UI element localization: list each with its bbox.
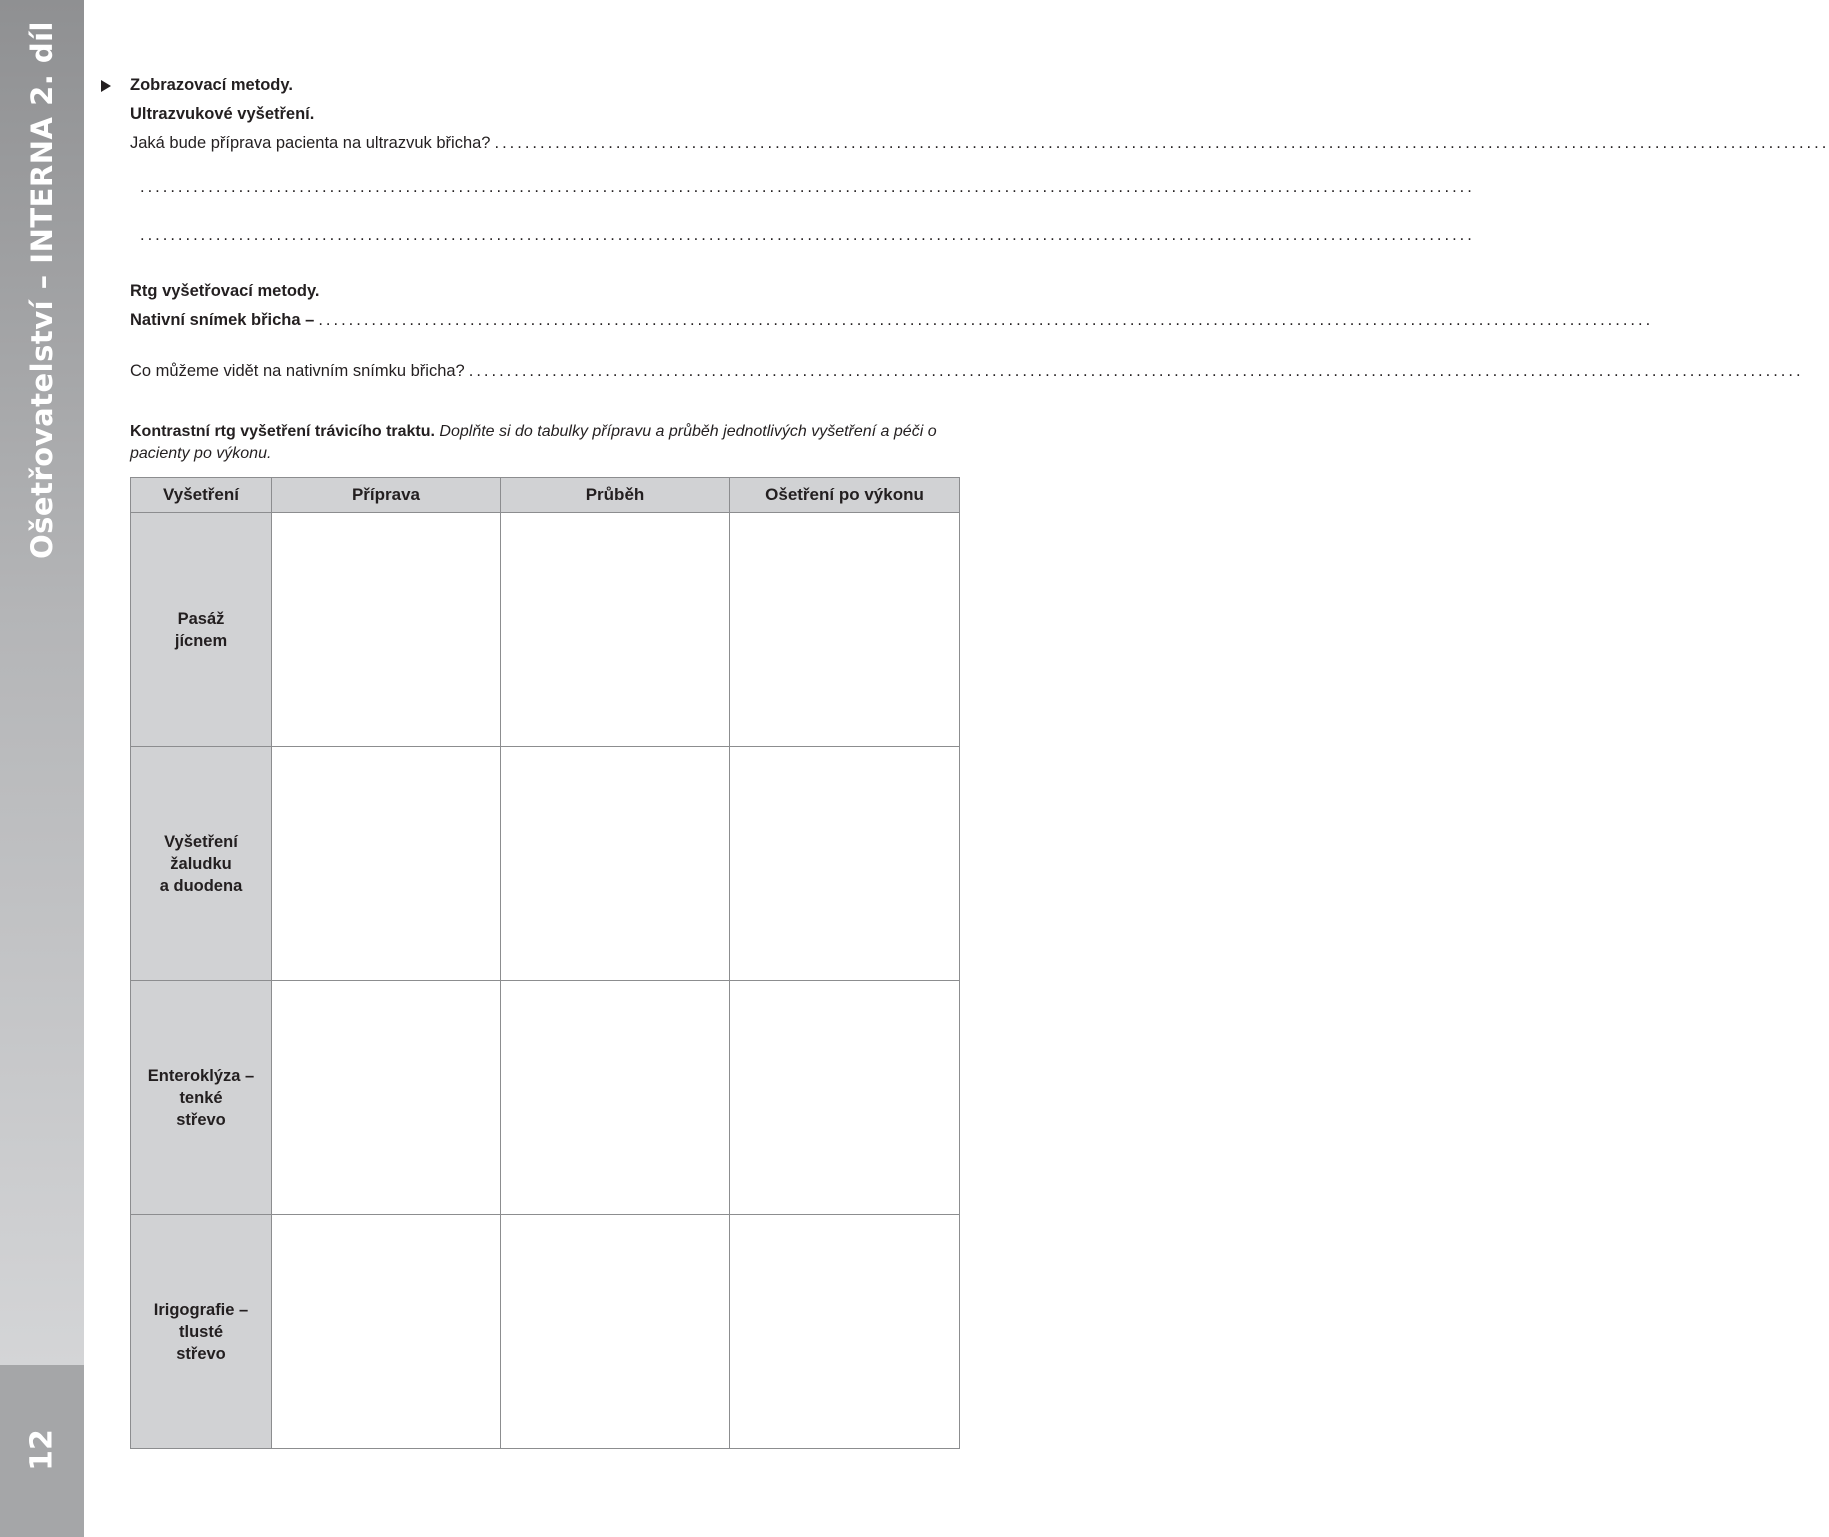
section-heading-imaging: Zobrazovací metody. [130, 76, 293, 94]
section-heading-xray: Rtg vyšetřovací metody. [130, 282, 320, 300]
question-ultrasound-prep: Jaká bude příprava pacienta na ultrazvuk břicha? ................................................................................................................................................................................ [130, 134, 1829, 152]
table-row [131, 1215, 960, 1449]
header-course: Průběh [501, 478, 730, 513]
exam-cell-enteroclysis: Enteroklýza – tenké střevo [131, 981, 272, 1215]
exam-cell-esophagus: Pasáž jícnem [131, 513, 272, 747]
sidebar-strip [0, 0, 84, 1365]
preparation-cell[interactable] [272, 513, 501, 747]
contrast-heading: Kontrastní rtg vyšetření trávicího traktu. [130, 423, 435, 440]
answer-line-3 [140, 226, 1475, 245]
native-xray-line: Nativní snímek břicha – ................................................................................................................................................................................ [130, 311, 1654, 329]
table-row [131, 513, 960, 747]
answer-dotted-line[interactable]: ................................................................................................................................................................................ [468, 362, 1804, 380]
preparation-cell[interactable] [272, 981, 501, 1215]
course-cell[interactable] [501, 747, 730, 981]
answer-dotted-line[interactable]: ................................................................................................................................................................................ [140, 226, 1475, 244]
contrast-xray-paragraph [130, 421, 962, 465]
aftercare-cell[interactable] [730, 1215, 960, 1449]
exam-cell-stomach: Vyšetření žaludku a duodena [131, 747, 272, 981]
bullet-arrow-icon [101, 80, 111, 92]
section-subheading-ultrasound: Ultrazvukové vyšetření. [130, 105, 315, 123]
course-cell[interactable] [501, 1215, 730, 1449]
examination-table [130, 477, 960, 1449]
question-native-xray: Co můžeme vidět na nativním snímku břicha? ................................................................................................................................................................................ [130, 362, 1804, 380]
header-preparation: Příprava [272, 478, 501, 513]
header-aftercare: Ošetření po výkonu [730, 478, 960, 513]
preparation-cell[interactable] [272, 1215, 501, 1449]
course-cell[interactable] [501, 513, 730, 747]
table-instruction: Doplňte si do tabulky přípravu a průběh jednotlivých vyšetření a péči o pacienty po výkonu. [130, 423, 937, 462]
preparation-cell[interactable] [272, 747, 501, 981]
table-row [131, 981, 960, 1215]
header-examination: Vyšetření [131, 478, 272, 513]
answer-dotted-line[interactable]: ................................................................................................................................................................................ [140, 178, 1475, 196]
answer-dotted-line[interactable]: ................................................................................................................................................................................ [318, 311, 1654, 329]
page-number: 12 [24, 1429, 60, 1471]
exam-cell-irrigography: Irigografie – tlusté střevo [131, 1215, 272, 1449]
aftercare-cell[interactable] [730, 981, 960, 1215]
table-header-row [131, 478, 960, 513]
table-row [131, 747, 960, 981]
answer-line-2 [140, 178, 1475, 197]
answer-dotted-line[interactable]: ................................................................................................................................................................................ [494, 134, 1829, 152]
aftercare-cell[interactable] [730, 747, 960, 981]
course-cell[interactable] [501, 981, 730, 1215]
sidebar-title: Ošetřovatelství – INTERNA 2. díl [25, 21, 59, 559]
aftercare-cell[interactable] [730, 513, 960, 747]
